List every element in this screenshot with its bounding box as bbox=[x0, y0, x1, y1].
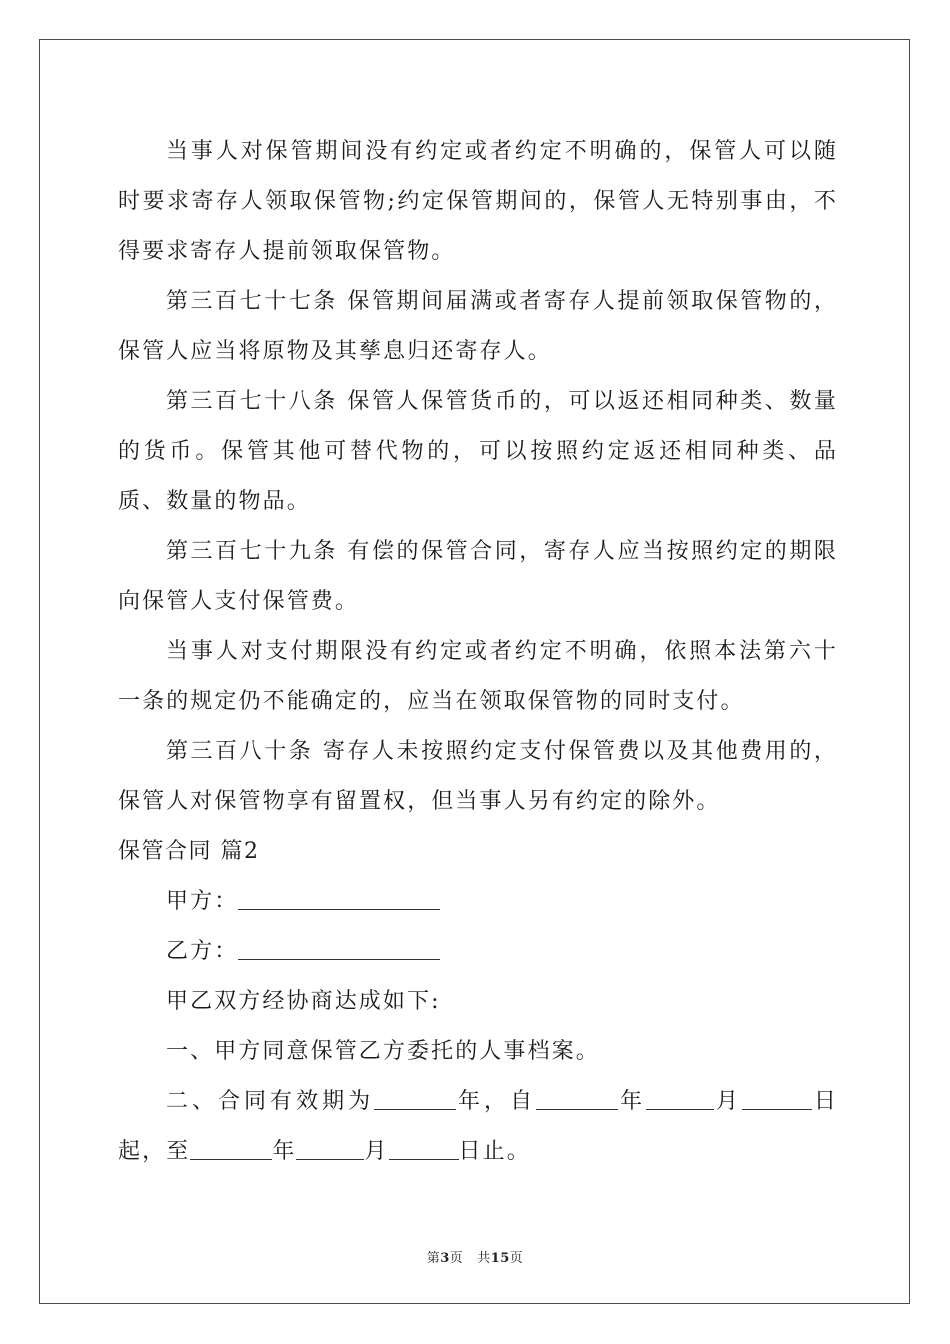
page-footer bbox=[0, 1247, 950, 1266]
agreement-intro: 甲乙双方经协商达成如下: bbox=[166, 989, 441, 1014]
end-year-label: 年 bbox=[272, 1139, 297, 1164]
party-b-line bbox=[118, 927, 838, 977]
paragraph-storage-period: 当事人对保管期间没有约定或者约定不明确的，保管人可以随时要求寄存人领取保管物;约定保管期间的，保管人无特别事由，不得要求寄存人提前领取保管物。 bbox=[118, 139, 838, 264]
paragraph-article-380: 第三百八十条 寄存人未按照约定支付保管费以及其他费用的，保管人对保管物享有留置权，但当事人另有约定的除外。 bbox=[118, 739, 838, 814]
end-month-blank[interactable] bbox=[296, 1135, 364, 1160]
page-number: 3 bbox=[440, 1251, 450, 1266]
end-day-blank[interactable] bbox=[389, 1135, 459, 1160]
party-a-line bbox=[118, 877, 838, 927]
end-to-label: 至 bbox=[166, 1139, 191, 1164]
party-a-blank[interactable] bbox=[238, 885, 440, 910]
total-prefix: 共 bbox=[477, 1251, 491, 1266]
clause-two-lead: 二、合同有效期为 bbox=[166, 1089, 375, 1114]
party-a-label: 甲方： bbox=[166, 889, 239, 914]
section-title: 保管合同 篇2 bbox=[118, 839, 260, 864]
start-day-label: 日起， bbox=[118, 1089, 838, 1164]
clause-two-year-unit: 年，自 bbox=[456, 1089, 537, 1114]
start-year-blank[interactable] bbox=[536, 1085, 618, 1110]
end-year-blank[interactable] bbox=[190, 1135, 272, 1160]
start-day-blank[interactable] bbox=[742, 1085, 812, 1110]
total-suffix: 页 bbox=[509, 1251, 524, 1266]
paragraph-payment-period: 当事人对支付期限没有约定或者约定不明确，依照本法第六十一条的规定仍不能确定的，应当在领取保管物的同时支付。 bbox=[118, 639, 838, 714]
clause-two bbox=[118, 1077, 838, 1177]
end-month-label: 月 bbox=[364, 1139, 389, 1164]
end-day-label: 日止。 bbox=[458, 1139, 531, 1164]
start-month-blank[interactable] bbox=[646, 1085, 714, 1110]
party-b-label: 乙方： bbox=[166, 939, 239, 964]
start-year-label: 年 bbox=[618, 1089, 647, 1114]
total-pages: 15 bbox=[490, 1251, 510, 1266]
page-suffix: 页 bbox=[449, 1251, 464, 1266]
page-prefix: 第 bbox=[426, 1251, 441, 1266]
paragraph-article-379: 第三百七十九条 有偿的保管合同，寄存人应当按照约定的期限向保管人支付保管费。 bbox=[118, 539, 838, 614]
paragraph-article-377: 第三百七十七条 保管期间届满或者寄存人提前领取保管物的，保管人应当将原物及其孳息归还寄存人。 bbox=[118, 289, 838, 364]
party-b-blank[interactable] bbox=[238, 935, 440, 960]
start-month-label: 月 bbox=[714, 1089, 742, 1114]
paragraph-article-378: 第三百七十八条 保管人保管货币的，可以返还相同种类、数量的货币。保管其他可替代物的，可以按照约定返还相同种类、品质、数量的物品。 bbox=[118, 389, 838, 514]
document-body bbox=[118, 127, 838, 1177]
validity-years-blank[interactable] bbox=[374, 1085, 456, 1110]
clause-one: 一、甲方同意保管乙方委托的人事档案。 bbox=[166, 1039, 600, 1064]
